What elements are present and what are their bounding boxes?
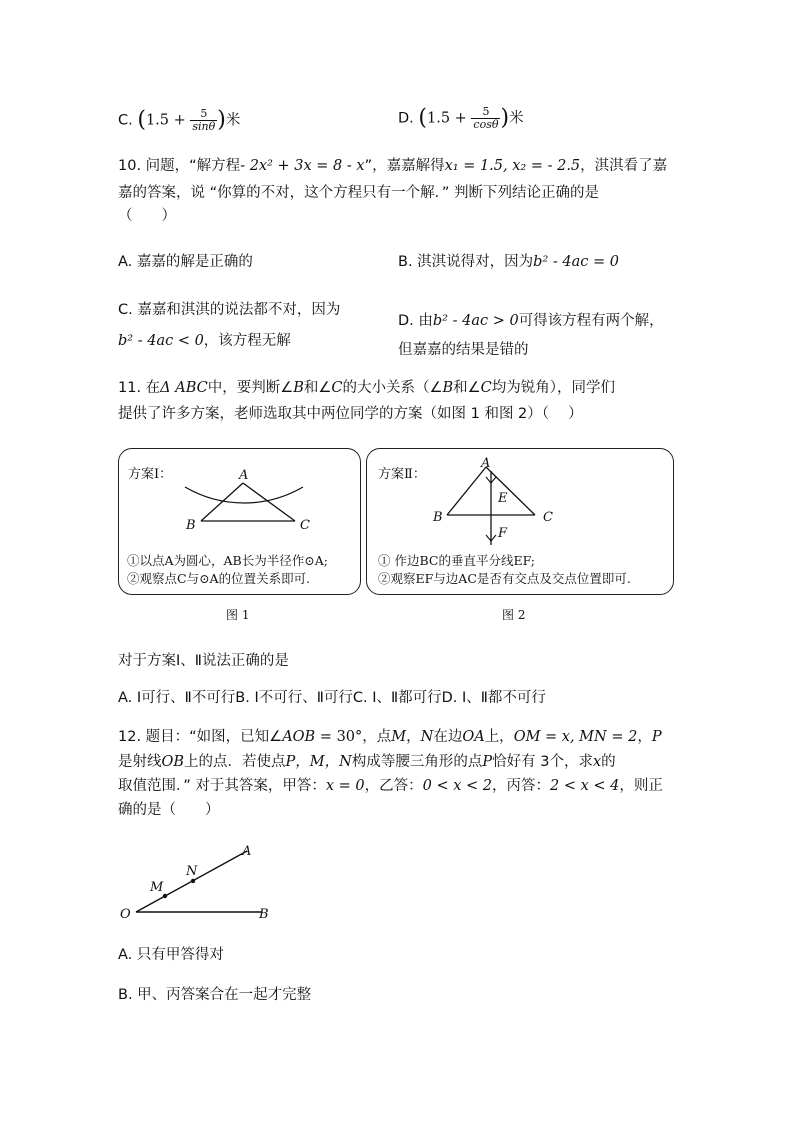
q9-option-c: C. (1.5 + $\frac{5}{\sin\theta}$ )米 xyxy=(118,107,241,133)
scheme-1-figure xyxy=(119,449,360,549)
scheme-2-panel xyxy=(366,448,674,595)
label-o: O xyxy=(120,907,131,922)
q12-option-a: A. 只有甲答得对 xyxy=(118,947,224,963)
label-a: A xyxy=(239,468,249,483)
q12-angle-figure xyxy=(116,838,286,928)
q12-line-1: 12. 题目：“如图，已知∠AOB = 30°，点M，N在边OA上，OM = x, MN = 2，P xyxy=(118,729,662,745)
q10-line-3: （ ） xyxy=(118,208,176,224)
point-n xyxy=(191,879,195,883)
scheme-1-title: 方案Ⅰ： xyxy=(128,467,173,482)
paren-open: ( xyxy=(137,107,146,133)
figure-1-caption: 图 1 xyxy=(226,608,250,622)
figure-2-caption: 图 2 xyxy=(502,608,526,622)
label-b: B xyxy=(186,518,196,533)
label-c: C xyxy=(543,510,553,525)
segment-ac xyxy=(243,483,295,521)
scheme-2-step-1: ① 作边BC的垂直平分线EF; xyxy=(378,553,536,568)
segment-ab xyxy=(447,467,486,515)
q11-line-2: 提供了许多方案，老师选取其中两位同学的方案（如图 1 和图 2）（ ） xyxy=(118,406,583,422)
q10-option-d-line2: 但嘉嘉的结果是错的 xyxy=(398,342,529,358)
q10-option-d-line1: D. 由b² - 4ac > 0可得该方程有两个解， xyxy=(398,313,664,329)
q12-line-3: 取值范围．” 对于其答案，甲答：x = 0，乙答：0 < x < 2，丙答：2 < x < 4，则正 xyxy=(118,778,663,794)
q10-line-2: 嘉的答案，说 “你算的不对，这个方程只有一个解．” 判断下列结论正确的是 xyxy=(118,185,599,201)
label-a: A xyxy=(242,844,252,859)
q10-line-1: 10. 问题，“解方程- 2x² + 3x = 8 - x”，嘉嘉解得x₁ = 1.5, x₂ = - 2.5，淇淇看了嘉 xyxy=(118,158,668,174)
point-m xyxy=(163,894,167,898)
q9-option-d: D. (1.5 + $\frac{5}{\cos\theta}$ )米 xyxy=(398,105,524,131)
label-b: B xyxy=(433,510,443,525)
q12-line-4: 确的是（ ） xyxy=(118,802,220,818)
label-c: C xyxy=(300,518,310,533)
label-m: M xyxy=(150,880,164,895)
fraction-d: $\frac{5}{\cos\theta}$ xyxy=(473,105,499,131)
label-f: F xyxy=(498,526,508,541)
scheme-1-step-2: ②观察点C与⊙A的位置关系即可. xyxy=(127,571,311,586)
segment-ac xyxy=(486,467,535,515)
q11-prompt: 对于方案Ⅰ、Ⅱ说法正确的是 xyxy=(118,653,289,669)
fraction-c: $\frac{5}{\sin\theta}$ xyxy=(192,107,216,133)
circle-arc xyxy=(185,487,303,503)
q10-option-a: A. 嘉嘉的解是正确的 xyxy=(118,254,253,270)
label-a: A xyxy=(481,456,491,471)
scheme-1-step-1: ①以点A为圆心，AB长为半径作⊙A; xyxy=(127,553,328,568)
q12-line-2: 是射线OB上的点．若使点P，M，N构成等腰三角形的点P恰好有 3个，求x的 xyxy=(118,754,616,770)
scheme-1-panel xyxy=(118,448,361,595)
label-b: B xyxy=(259,907,269,922)
scheme-2-title: 方案Ⅱ： xyxy=(378,467,426,482)
q10-option-c-line2: b² - 4ac < 0，该方程无解 xyxy=(118,333,291,349)
q11-line-1: 11. 在Δ ABC中，要判断∠B和∠C的大小关系（∠B和∠C均为锐角），同学们 xyxy=(118,380,616,396)
q11-options: A. Ⅰ可行、Ⅱ不可行B. Ⅰ不可行、Ⅱ可行C. Ⅰ、Ⅱ都可行D. Ⅰ、Ⅱ都不可行 xyxy=(118,690,546,706)
segment-ab xyxy=(201,483,243,521)
label-e: E xyxy=(498,491,508,506)
scheme-2-figure xyxy=(367,449,673,549)
label-n: N xyxy=(186,864,198,879)
q12-option-b: B. 甲、丙答案合在一起才完整 xyxy=(118,987,312,1003)
q10-option-c-line1: C. 嘉嘉和淇淇的说法都不对，因为 xyxy=(118,302,341,318)
scheme-2-step-2: ②观察EF与边AC是否有交点及交点位置即可. xyxy=(378,571,631,586)
q10-option-b: B. 淇淇说得对，因为b² - 4ac = 0 xyxy=(398,254,619,270)
